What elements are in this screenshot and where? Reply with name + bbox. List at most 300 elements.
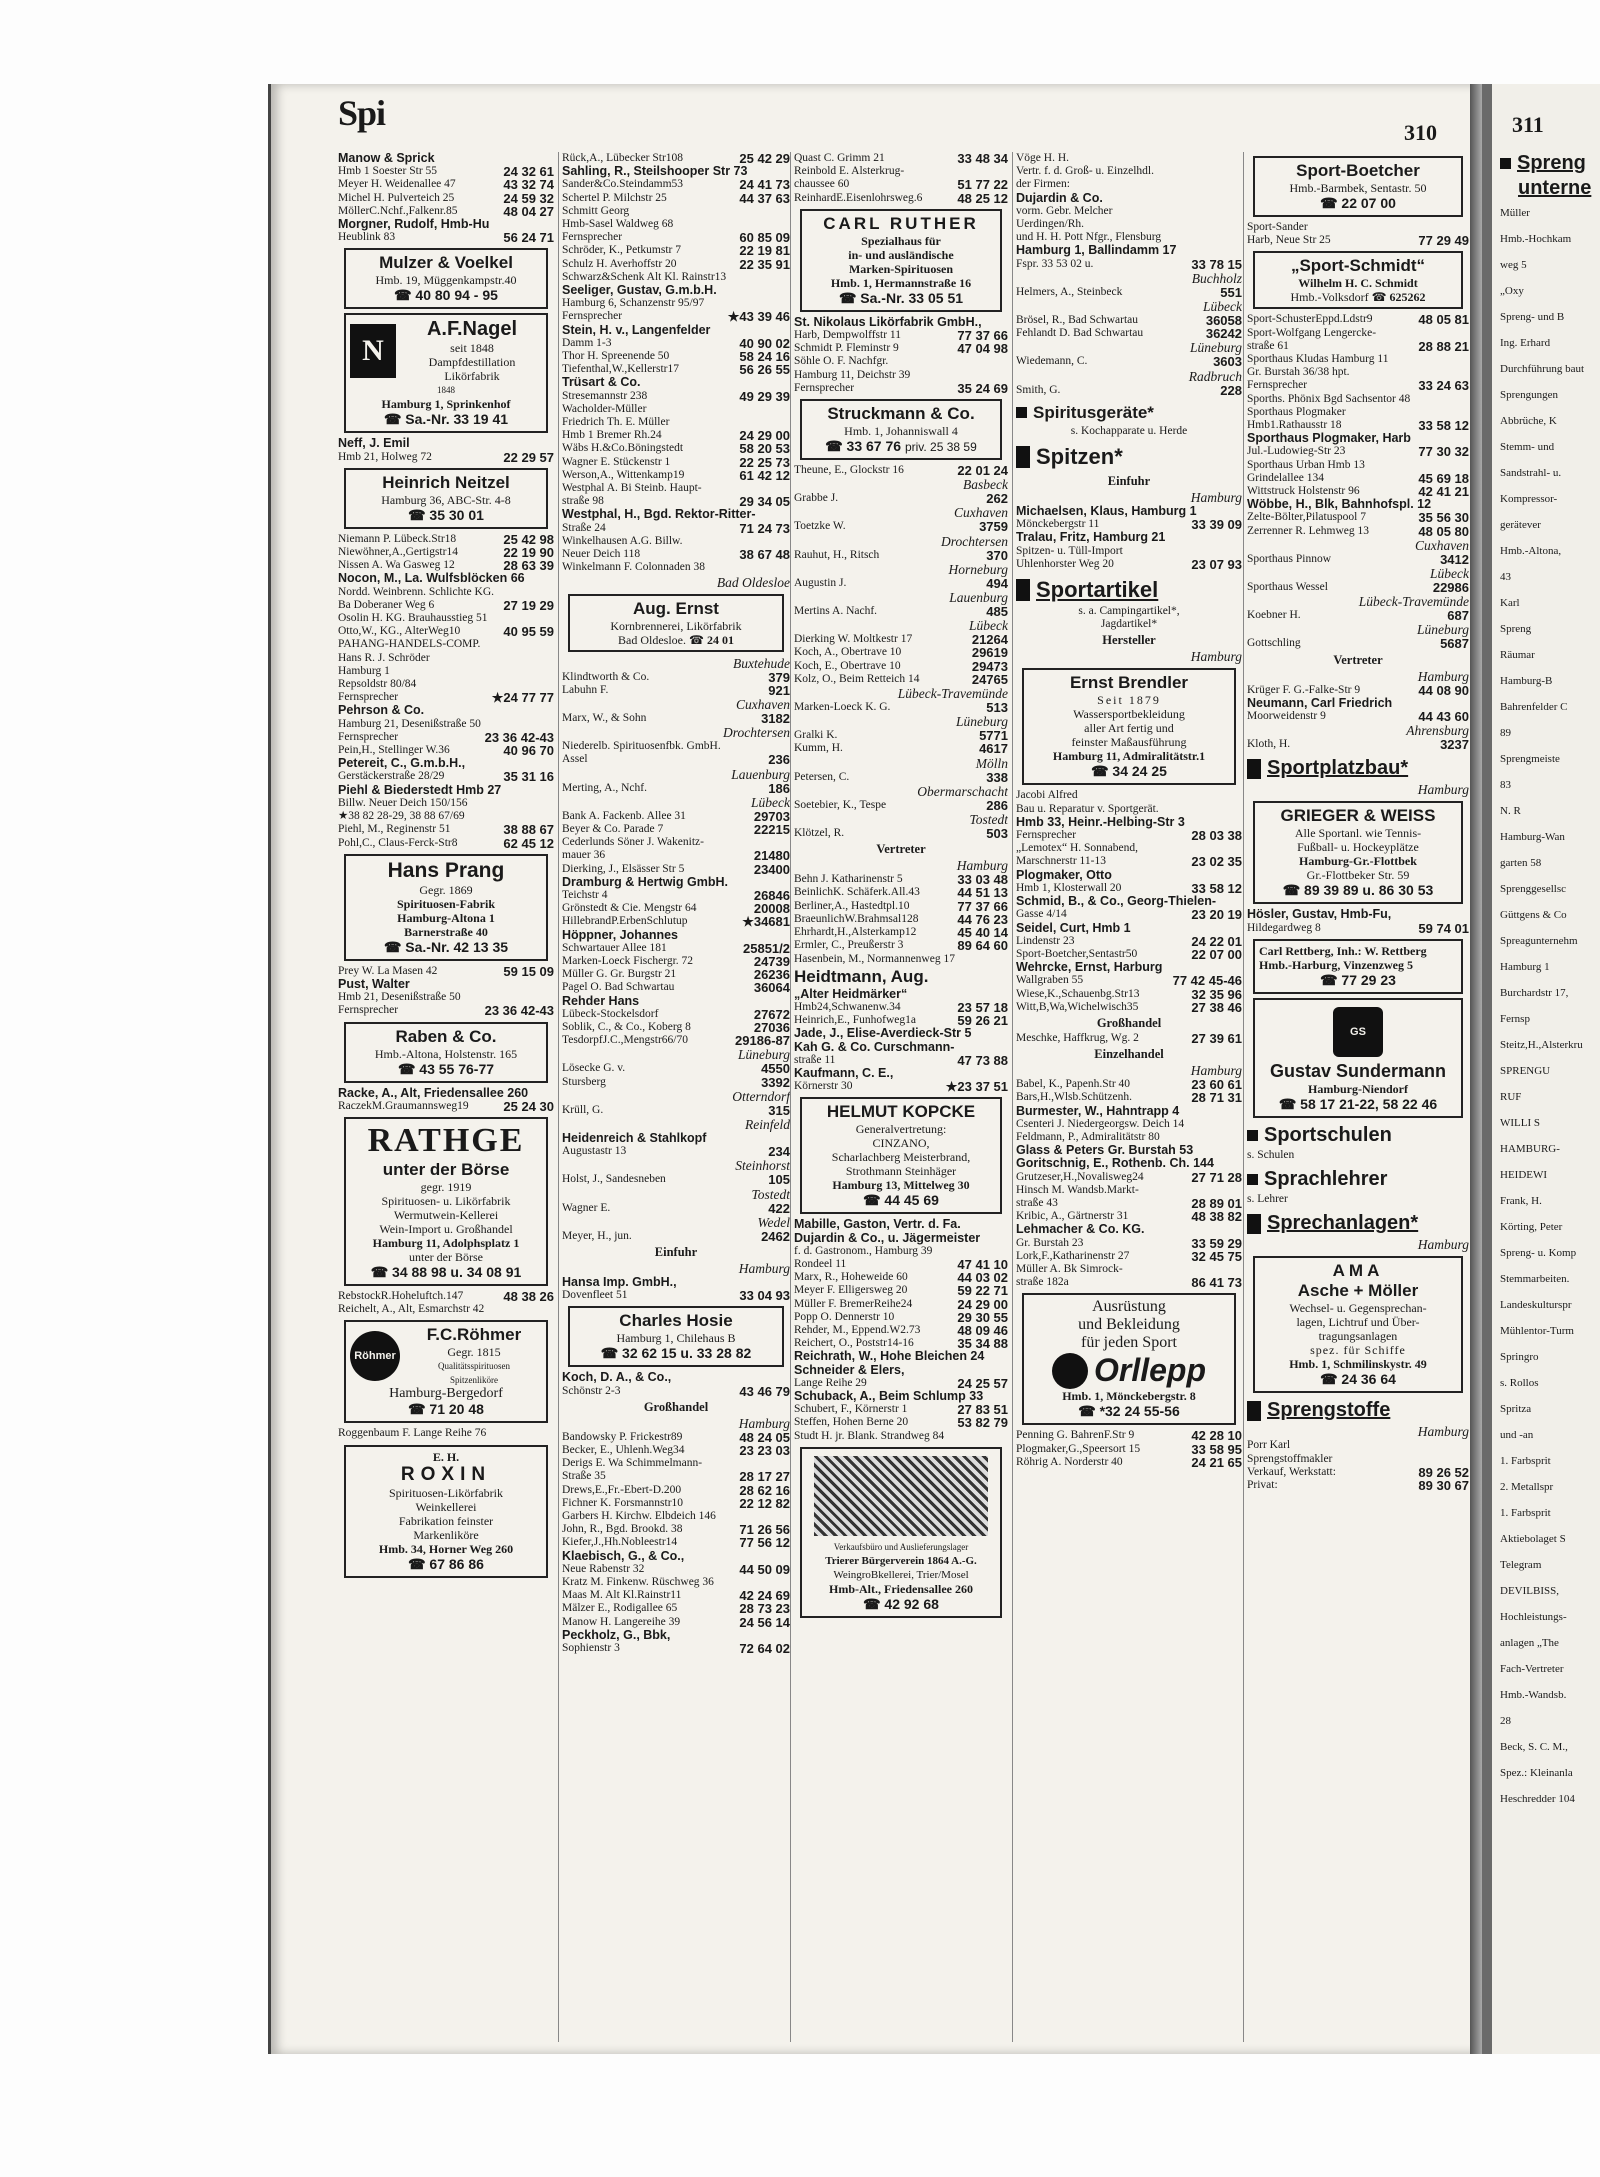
city-heading: Ahrensburg [1406, 723, 1469, 739]
entry-line [794, 382, 1008, 395]
entry-line [562, 350, 790, 363]
entry-text: Lork,F.,Katharinenstr 27 [1016, 1249, 1130, 1262]
entry-text: Sporthaus Urban Hmb 13 [1247, 458, 1365, 471]
entry-line [562, 1457, 790, 1470]
entry-line [1016, 231, 1242, 244]
entry-text: Lange Reihe 29 [794, 1376, 867, 1389]
entry-text: Brösel, R., Bad Schwartau [1016, 314, 1139, 327]
entry-line [338, 837, 554, 850]
entry-phone: 25851/2 [739, 942, 790, 955]
entry-phone: 56 26 55 [735, 363, 790, 376]
entry-line [1016, 1250, 1242, 1263]
city-heading: Drochtersen [723, 725, 790, 741]
entry-phone: 24 22 01 [1187, 935, 1242, 948]
entry-phone: 32 45 75 [1187, 1250, 1242, 1263]
next-page-line: Mühlentor-Turm [1500, 1325, 1574, 1337]
phone-icon: ☎ [863, 1192, 885, 1209]
entry-phone: 22 01 24 [953, 464, 1008, 477]
entry-text: Bank A. Fackenb. Allee 31 [562, 809, 686, 822]
entry-line [562, 482, 790, 495]
entry-phone: 5687 [1436, 637, 1469, 650]
entry-text: Tiefenthal,W.,Kellerstr17 [562, 363, 680, 376]
entry-line [1016, 1443, 1242, 1456]
entry-phone: 29703 [750, 810, 790, 823]
entry-line [338, 192, 554, 205]
entry-line [562, 740, 790, 753]
entry-text: Straße 35 [562, 1470, 606, 1483]
entry-subname: „Alter Heidmärker“ [794, 987, 908, 1001]
book-gutter [1470, 84, 1482, 2054]
next-page-line: N. R [1500, 805, 1521, 817]
entry-line [562, 1076, 790, 1089]
entry-line [1247, 459, 1469, 472]
entry-text: Pust, Walter [338, 977, 410, 991]
entry-text: Lehmacher & Co. KG. [1016, 1223, 1145, 1237]
entry-line [338, 1427, 554, 1440]
phone-icon: ☎ [1320, 1371, 1342, 1388]
entry-line [562, 310, 790, 323]
entry-line [1247, 1466, 1469, 1479]
next-page-line: Stemm- und [1500, 441, 1555, 453]
ad-rathge: RATHGE unter der Börse gegr. 1919 Spirituosen- u. Likörfabrik Wermutwein-Kellerei Wein-Import u. Großhandel Hamburg 11, Adolphsplatz 1 unter der Börse ☎ 34 88 98 u. 34 08 91 [344, 1117, 548, 1286]
entry-phone: 48 25 12 [953, 192, 1008, 205]
entry-text: Hmb 1 Soester Str 55 [338, 165, 438, 178]
entry-phone: 24 32 61 [499, 165, 554, 178]
entry-text: Sport-Boetcher,Sentastr50 [1016, 947, 1138, 960]
entry-text: Smith, G. [1016, 383, 1061, 396]
entry-text: straße 11 [794, 1053, 836, 1066]
phone-icon: ☎ [1320, 971, 1342, 988]
next-page-line: 89 [1500, 727, 1511, 739]
next-page-line: Durchführung baut [1500, 363, 1585, 375]
entry-text: Fernsprecher [794, 381, 855, 394]
entry-phone: 28 73 23 [735, 1602, 790, 1615]
entry-text: Krüll, G. [562, 1103, 604, 1116]
entry-text: Hamburg 11, Deichstr 39 [794, 368, 911, 381]
entry-line [562, 712, 790, 725]
entry-text: Quast C. Grimm 21 [794, 152, 885, 164]
entry-line [338, 612, 554, 625]
city-heading: Lauenburg [731, 766, 790, 782]
entry-phone: 3603 [1209, 355, 1242, 368]
entry-phone: 338 [982, 771, 1008, 784]
entry-text: Winkelmann F. Colonnaden 38 [562, 561, 705, 574]
city-heading: Radbruch [1188, 368, 1242, 384]
entry-text: Neumann, Carl Friedrich [1247, 696, 1393, 710]
city-heading: Lübeck-Travemünde [897, 686, 1008, 702]
entry-line [1016, 165, 1242, 178]
entry-line [794, 1377, 1008, 1390]
entry-phone: 22 19 81 [735, 244, 790, 257]
ad-trier: Verkaufsbüro und Auslieferungslager Trierer Bürgerverein 1864 A.-G. WeingroBkellerei, Trier/Mosel Hmb-Alt., Friedensallee 260 ☎ 42 92 68 [800, 1447, 1002, 1618]
entry-text: straße 61 [1247, 339, 1289, 352]
entry-line [562, 337, 790, 350]
entry-text: Berliner,A., Hastedtpl.10 [794, 899, 910, 912]
entry-text: Fernsprecher [338, 730, 399, 743]
next-page-line: Sprengmeiste [1500, 753, 1560, 765]
ad-grieger-weiss: GRIEGER & WEISS Alle Sportanl. wie Tennis- Fußball- u. Hockeyplätze Hamburg-Gr.-Flottbek Gr.-Flottbeker Str. 59 ☎ 89 39 89 u. 86 30 53 [1253, 801, 1463, 904]
entry-text: Hmb 21, Desenißstraße 50 [338, 991, 461, 1004]
entry-line [338, 178, 554, 191]
entry-text: Ermler, C., Preußerstr 3 [794, 939, 904, 952]
entry-line [338, 451, 554, 464]
entry-phone: ★34681 [738, 915, 790, 928]
entry-line [794, 1001, 1008, 1014]
entry-phone: 35 34 88 [953, 1337, 1008, 1350]
next-page-line: garten 58 [1500, 857, 1542, 869]
entry-phone: 42 41 21 [1414, 485, 1469, 498]
column-5: Sport-Boetcher Hmb.-Barmbek, Sentastr. 50 ☎ 22 07 00 Sport-Sander Harb, Neue Str 25 77 29 49 „Sport-Schmidt“ Wilhelm H. C. Schmidt Hmb.-Volksdorf ☎ 625262 Sport-SchusterEppd.Ldstr9 48 05 81 Sport-Wolfgang Lengercke- straße 61 28 88 21 Sporthaus Kludas Hamburg 11 Gr. Burstah 36/38 hpt. Fernsprecher 33 24 63 Sporths. Phönix Bgd Sachsentor 48 Sporthaus Plogmaker Hmb1.Rathausstr 18 33 58 12 Sporthaus Plogmaker, Harb Jul.-Ludowieg-Str 23 77 30 32 Sporthaus Urban Hmb 13 Grindelallee 134 45 69 18 Wittstruck Holstenstr 96 42 41 21 Wöbbe, H., Blk, Bahnhofspl. 12 Zelte-Bölter,Pilatuspool 7 35 56 30 Zerrenner R. Lehmweg 13 48 05 80 Cuxhaven Sporthaus Pinnow 3412 Lübeck Sporthaus Wessel 22986 Lübeck-Travemünde Koebner H. 687 Lüneburg Gottschling 5687 Vertreter Hamburg Krüger F. G.-Falke-Str 9 44 08 90 Neumann, Carl Friedrich Moorweidenstr 9 44 43 60 Ahrensburg Kloth, H. 3237 Sportplatzbau* Hamburg GRIEGER & WEISS Alle Sportanl. wie Tennis- Fußball- u. Hockeyplätze Hamburg-Gr.-Flottbek Gr.-Flottbeker Str. 59 ☎ 89 39 89 u. 86 30 53 Hösler, Gustav, Hmb-Fu, Hildegardweg 8 59 74 01 Carl Rettberg, Inh.: W. Rettberg Hmb.-Harburg, Vinzenzweg 5 ☎ 77 29 23 GS Gustav Sundermann Hamburg-Niendorf ☎ 58 17 21-22, 58 22 46 Sportschulen s. Schulen Sprachlehrer s. Lehrer Sprechanlagen* Hamburg AMA Asche + Möller Wechsel- u. Gegensprechan- lagen, Lichtruf und Über- tragungsanlagen spez. für Schiffe Hmb. 1, Schmilinskystr. 49 ☎ 24 36 64 Sprengstoffe Hamburg Porr Karl Sprengstoffmakler Verkauf, Werkstatt: 89 26 52 Privat: 89 30 67 [1243, 152, 1469, 2042]
entry-text: Assel [562, 753, 588, 766]
city-heading: Basbeck [963, 477, 1008, 493]
phone-icon: ☎ [689, 632, 707, 647]
entry-text: Werson,A., Wittenkamp19 [562, 468, 685, 481]
entry-phone: 27 39 61 [1187, 1032, 1242, 1045]
city-heading: Hamburg [1190, 649, 1242, 665]
entry-line [1016, 286, 1242, 299]
next-page-line: Telegram [1500, 1559, 1542, 1571]
next-page-line: Hmb.-Altona, [1500, 545, 1562, 557]
entry-phone: 77 42 45-46 [1169, 974, 1242, 987]
entry-line [1016, 829, 1242, 842]
entry-phone: 379 [764, 671, 790, 684]
entry-text: Sporthaus Wessel [1247, 581, 1328, 594]
phone-icon: ☎ [394, 287, 416, 304]
entry-line [562, 1034, 790, 1047]
entry-line [562, 1289, 790, 1302]
entry-phone: 33 04 93 [735, 1289, 790, 1302]
entry-phone: 27036 [750, 1021, 790, 1034]
entry-line [562, 376, 790, 389]
entry-phone: 43 46 79 [735, 1385, 790, 1398]
entry-line [338, 437, 554, 450]
entry-phone: 22986 [1429, 581, 1469, 594]
entry-text: Sporthaus Pinnow [1247, 552, 1332, 565]
entry-phone: 23 57 18 [953, 1001, 1008, 1014]
entry-line [794, 1298, 1008, 1311]
entry-phone: 503 [982, 827, 1008, 840]
ad-sundermann: GS Gustav Sundermann Hamburg-Niendorf ☎ 58 17 21-22, 58 22 46 [1253, 998, 1463, 1118]
entry-phone: 27 71 28 [1187, 1171, 1242, 1184]
entry-phone: 44 76 23 [953, 913, 1008, 926]
entry-phone: 42 24 69 [735, 1589, 790, 1602]
entry-text: Hösler, Gustav, Hmb-Fu, [1247, 908, 1392, 922]
entry-text: Meschke, Haffkrug, Wg. 2 [1016, 1031, 1139, 1044]
phone-icon: ☎ [408, 1401, 430, 1418]
city-heading: Drochtersen [941, 533, 1008, 549]
entry-text: Hansa Imp. GmbH., [562, 1276, 677, 1289]
entry-line [338, 1290, 554, 1303]
entry-phone: 89 26 52 [1414, 1466, 1469, 1479]
entry-text: Damm 1-3 [562, 336, 612, 349]
entry-line [338, 797, 554, 810]
entry-text: Drews,E.,Fr.-Ebert-D.200 [562, 1483, 682, 1496]
ad-roxin: E. H. ROXIN Spirituosen-Likörfabrik Weinkellerei Fabrikation feinster Markenliköre Hmb. 34, Horner Weg 260 ☎ 67 86 86 [344, 1445, 548, 1578]
next-page-sliver: Spreng unterne Müller Hmb.-Hochkam weg 5 „Oxy Spreng- und B Ing. Erhard Durchführung baut Sprengungen Abbrüche, K Stemm- und Sandstrahl- u. Kompressor- gerätever Hmb.-Altona, 43 Karl Spreng Räumar Hamburg-B Bahrenfelder C 89 Sprengmeiste 83 N. R Hamburg-Wan garten 58 Sprenggesellsc Güttgens & Co Spreagunternehm Hamburg 1 Burchardstr 17, Fernsp Steitz,H.,Alsterkru SPRENGU RUF WILLI S HAMBURG- HEIDEWI Frank, H. Körting, Peter Spreng- u. Komp Stemmarbeiten. Landeskulturspr Mühlentor-Turm Springro s. Rollos Spritza und -an 1. Farbsprit 2. Metallspr 1. Farbsprit Aktiebolaget S Telegram DEVILBISS, Hochleistungs- anlagen „The Fach-Vertreter Hmb.-Wandsb. 28 Beck, S. C. M., Spez.: Kleinanla Heschredder 104 [1482, 84, 1600, 2054]
trier-figure-illustration [814, 1456, 989, 1536]
entry-line [1016, 1118, 1242, 1131]
entry-text: Fernsprecher [1247, 379, 1308, 392]
city-heading: Hamburg [738, 1261, 790, 1276]
entry-phone: 23 36 42-43 [481, 1004, 554, 1017]
city-heading: Cuxhaven [954, 505, 1008, 521]
entry-line [794, 464, 1008, 477]
entry-text: Rehder, M., Eppend.W2.73 [794, 1323, 921, 1336]
entry-text: Kaufmann, C. E., [794, 1066, 894, 1080]
entry-line [794, 1416, 1008, 1429]
phone-icon: ☎ [1091, 763, 1113, 780]
entry-phone: 3759 [975, 520, 1008, 533]
entry-line [1016, 948, 1242, 961]
column-3 [790, 152, 1008, 2042]
next-page-line: Hochleistungs- [1500, 1611, 1567, 1623]
section-spitzen: Spitzen* [1016, 444, 1242, 470]
entry-line [562, 863, 790, 876]
entry-phone: 77 37 66 [953, 900, 1008, 913]
entry-line [1247, 908, 1469, 921]
entry-phone: 44 50 09 [735, 1563, 790, 1576]
entry-phone: 33 58 12 [1187, 882, 1242, 895]
entry-text: Müller F. BremerReihe24 [794, 1297, 913, 1310]
section-sprengstoffe: Sprengstoffe [1247, 1399, 1469, 1422]
entry-text: Wöbbe, H., Blk, Bahnhofspl. 12 [1247, 498, 1432, 512]
entry-text: Sporthaus Plogmaker [1247, 405, 1346, 418]
ad-hosie: Charles Hosie Hamburg 1, Chilehaus B ☎ 32 62 15 u. 33 28 82 [568, 1306, 784, 1367]
entry-phone: 22 19 90 [499, 546, 554, 559]
entry-text: Toetzke W. [794, 520, 846, 533]
entry-line [794, 633, 1008, 646]
entry-text: Derigs E. Wa Schimmelmann- [562, 1457, 703, 1470]
entry-line [338, 1087, 554, 1100]
entry-line [1016, 908, 1242, 921]
entry-line [1016, 869, 1242, 882]
entry-text: Michaelsen, Klaus, Hamburg 1 [1016, 505, 1197, 519]
section-sprachlehrer: Sprachlehrer [1247, 1168, 1469, 1191]
entry-phone: 35 31 16 [499, 770, 554, 783]
entry-phone: 22 12 82 [735, 1497, 790, 1510]
next-page-line: Karl [1500, 597, 1520, 609]
next-page-line: Körting, Peter [1500, 1221, 1563, 1233]
entry-line [1016, 327, 1242, 340]
entry-line [338, 559, 554, 572]
entry-line [562, 1523, 790, 1536]
entry-line [562, 522, 790, 535]
entry-phone: 40 95 59 [499, 625, 554, 638]
entry-phone: 71 24 73 [735, 522, 790, 535]
entry-phone: 44 37 63 [735, 192, 790, 205]
entry-phone: 5771 [975, 729, 1008, 742]
entry-text: Plogmaker, Otto [1016, 868, 1112, 882]
next-page-line: Sprenggesellsc [1500, 883, 1566, 895]
entry-text: Fehlandt D. Bad Schwartau [1016, 327, 1144, 340]
entry-phone: 29619 [968, 646, 1008, 659]
entry-text: Merting, A., Nchf. [562, 781, 647, 794]
entry-text: Billw. Neuer Deich 150/156 [338, 796, 468, 809]
phone-icon: ☎ [383, 938, 406, 955]
entry-line [1016, 1032, 1242, 1045]
entry-line [794, 192, 1008, 205]
entry-line [794, 673, 1008, 686]
entry-text: Manow H. Langereihe 39 [562, 1615, 681, 1628]
entry-phone: 3392 [757, 1076, 790, 1089]
entry-text: Burmester, W., Hahntrapp 4 [1016, 1104, 1180, 1118]
entry-text: Sprengstoffmakler [1247, 1452, 1333, 1465]
city-heading: Steinhorst [735, 1158, 790, 1174]
entry-line [1016, 1144, 1242, 1157]
entry-text: BeinlichK. Schäferk.All.43 [794, 886, 920, 899]
entry-line [562, 942, 790, 955]
entry-line [338, 586, 554, 599]
entry-phone: 286 [982, 799, 1008, 812]
entry-text: Hmb 21, Holweg 72 [338, 450, 432, 463]
city-heading: Obermarschacht [917, 783, 1008, 799]
entry-line [794, 165, 1008, 178]
section-bullet-icon [1247, 1401, 1261, 1421]
entry-phone: 33 48 34 [953, 152, 1008, 165]
entry-text: Wiedemann, C. [1016, 355, 1088, 368]
entry-text: Repsoldstr 80/84 [338, 678, 417, 691]
entry-phone: 921 [764, 684, 790, 697]
entry-line [338, 823, 554, 836]
entry-text: Tralau, Fritz, Hamburg 21 [1016, 531, 1166, 545]
entry-phone: 47 04 98 [953, 342, 1008, 355]
entry-text: Hamburg 1 [338, 664, 390, 677]
entry-line [1016, 314, 1242, 327]
next-page-line: 1. Farbsprit [1500, 1455, 1551, 1467]
subheading: Hersteller [1102, 633, 1156, 648]
entry-phone: 28 88 21 [1414, 340, 1469, 353]
entry-phone: 77 30 32 [1414, 445, 1469, 458]
entry-phone: 23 07 93 [1187, 558, 1242, 571]
next-page-line: DEVILBISS, [1500, 1585, 1559, 1597]
entry-line [794, 1014, 1008, 1027]
entry-phone: 25 42 29 [735, 152, 790, 165]
entry-phone: 58 20 53 [735, 442, 790, 455]
entry-text: Schulz H. Averhoffstr 20 [562, 257, 677, 270]
entry-line [794, 1041, 1008, 1054]
entry-text: Helmers, A., Steinbeck [1016, 285, 1123, 298]
entry-line [1016, 1429, 1242, 1442]
entry-phone: 48 38 26 [499, 1290, 554, 1303]
entry-phone: 28 03 38 [1187, 829, 1242, 842]
ad-nagel: N A.F.Nagel seit 1848 Dampfdestillation Likörfabrik 1848 Hamburg 1, Sprinkenhof ☎ Sa.-Nr. 33 19 41 [344, 313, 548, 433]
entry-text: Kratz M. Finkenw. Rüschweg 36 [562, 1576, 714, 1589]
entry-phone: 21480 [750, 849, 790, 862]
entry-phone: 71 26 56 [735, 1523, 790, 1536]
entry-line [562, 1173, 790, 1186]
entry-phone: ★23 37 51 [942, 1080, 1008, 1093]
entry-line [562, 1470, 790, 1483]
entry-phone: 315 [764, 1104, 790, 1117]
entry-text: Reichelt, A., Alt, Esmarchstr 42 [338, 1303, 485, 1316]
entry-line [1247, 485, 1469, 498]
entry-phone: 24 59 32 [499, 192, 554, 205]
entry-text: Rück,A., Lübecker Str108 [562, 152, 684, 164]
entry-text: Bars,H.,Wlsb.Schützenh. [1016, 1091, 1132, 1104]
entry-phone: 23 60 61 [1187, 1078, 1242, 1091]
entry-text: Jade, J., Elise-Averdieck-Str 5 [794, 1027, 972, 1041]
entry-text: Garbers H. Kirchw. Elbdeich 146 [562, 1510, 716, 1523]
entry-phone: 27672 [750, 1008, 790, 1021]
page-number: 310 [1404, 120, 1437, 145]
entry-line [1247, 472, 1469, 485]
next-page-line: Heschredder 104 [1500, 1793, 1575, 1805]
entry-text: RaczekM.Graumannsweg19 [338, 1099, 469, 1112]
entry-text: Dujardin & Co. [1016, 191, 1103, 205]
entry-text: straße 182a [1016, 1276, 1069, 1289]
entry-text: Hamburg 6, Schanzenstr 95/97 [562, 297, 705, 310]
entry-line [1247, 432, 1469, 445]
entry-text: Winkelhausen A.G. Billw. [562, 534, 683, 547]
entry-line [794, 939, 1008, 952]
entry-text: der Firmen: [1016, 178, 1070, 191]
entry-text: Grindelallee 134 [1247, 471, 1324, 484]
entry-line [338, 704, 554, 717]
ad-ernst: Aug. Ernst Kornbrennerei, Likörfabrik Bad Oldesloe. ☎ 24 01 [568, 594, 784, 652]
entry-text: f. d. Gastronom., Hamburg 39 [794, 1244, 933, 1257]
entry-line [562, 456, 790, 469]
entry-text: Reichert, O., Poststr14-16 [794, 1337, 914, 1350]
entry-text: Lösecke G. v. [562, 1062, 626, 1075]
entry-line [1016, 895, 1242, 908]
entry-phone: 422 [764, 1202, 790, 1215]
entry-text: Holst, J., Sandesneben [562, 1173, 666, 1186]
next-page-line: Spreng- und B [1500, 311, 1565, 323]
entry-line [794, 900, 1008, 913]
next-page-line: Fernsp [1500, 1013, 1530, 1025]
next-page-line: Spritza [1500, 1403, 1532, 1415]
entry-line [794, 1054, 1008, 1067]
entry-text: Koebner H. [1247, 609, 1301, 622]
entry-phone: 33 58 12 [1414, 419, 1469, 432]
entry-line [794, 827, 1008, 840]
entry-line [338, 665, 554, 678]
entry-line [794, 1027, 1008, 1040]
entry-text: Marken-Loeck Fischergr. 72 [562, 954, 694, 967]
entry-text: Dierking, J., Elsässer Str 5 [562, 862, 685, 875]
entry-text: Marx, W., & Sohn [562, 711, 647, 724]
entry-text: Zelte-Bölter,Pilatuspool 7 [1247, 511, 1366, 524]
entry-line [562, 1276, 790, 1289]
entry-phone: 48 04 27 [499, 205, 554, 218]
city-heading: Reinfeld [745, 1116, 790, 1132]
entry-line [562, 178, 790, 191]
entry-text: Hmb 33, Heinr.-Helbing-Str 3 [1016, 815, 1185, 829]
phone-icon: ☎ [408, 1555, 430, 1572]
next-page-line: 83 [1500, 779, 1511, 791]
entry-phone: 59 26 21 [953, 1014, 1008, 1027]
entry-phone: 47 73 88 [953, 1054, 1008, 1067]
entry-line [794, 886, 1008, 899]
entry-text: Klindtworth & Co. [562, 670, 650, 683]
entry-text: Mertins A. Nachf. [794, 605, 878, 618]
entry-text: Fernsprecher [338, 1004, 399, 1017]
entry-text: Pein,H., Stellinger W.36 [338, 744, 450, 757]
entry-text: Stein, H. v., Langenfelder [562, 323, 711, 337]
entry-text: Körnerstr 30 [794, 1080, 853, 1093]
entry-line [562, 469, 790, 482]
entry-line [1016, 1171, 1242, 1184]
entry-phone: 25 42 98 [499, 533, 554, 546]
entry-line [562, 849, 790, 862]
entry-text: Neue Rabenstr 32 [562, 1562, 645, 1575]
entry-phone: 48 24 05 [735, 1431, 790, 1444]
entry-line [338, 691, 554, 704]
phone-icon: ☎ [1282, 882, 1305, 899]
entry-line [338, 991, 554, 1004]
entry-text: Hmb 1, Klosterwall 20 [1016, 881, 1122, 894]
subheading: Vertreter [876, 842, 926, 857]
